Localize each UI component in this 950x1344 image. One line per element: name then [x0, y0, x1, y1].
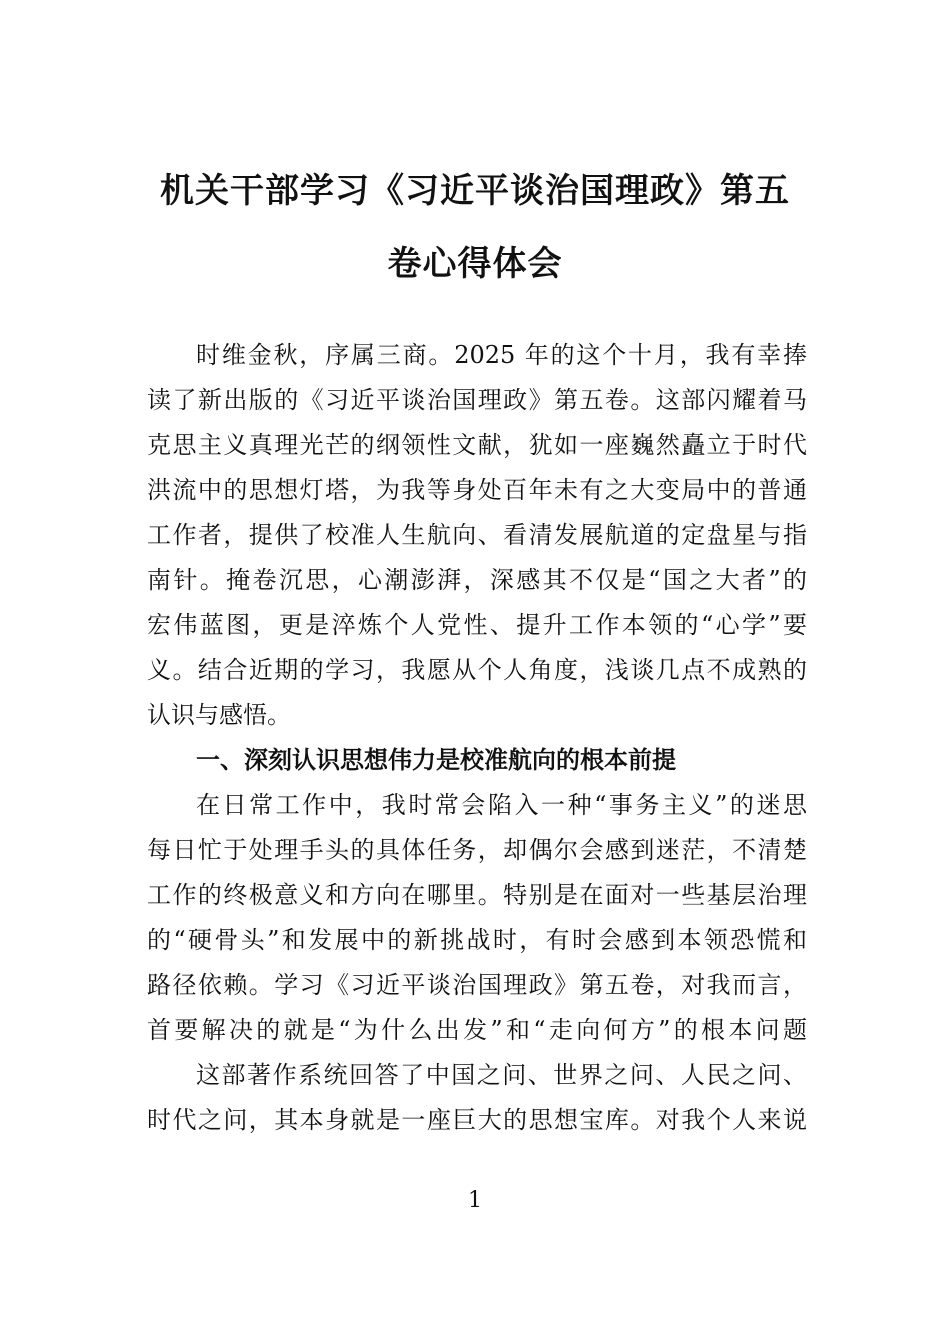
paragraph-line: 认识与感悟。: [147, 701, 291, 729]
paragraph-line: 这部著作系统回答了中国之问、世界之问、人民之问、: [196, 1061, 807, 1089]
document-title-line-1: 机关干部学习《习近平谈治国理政》第五: [160, 171, 790, 211]
paragraph-line: 工作者，提供了校准人生航向、看清发展航道的定盘星与指: [147, 521, 807, 549]
paragraph-line: 每日忙于处理手头的具体任务，却偶尔会感到迷茫，不清楚: [147, 836, 807, 864]
document-title-line-2: 卷心得体会: [387, 244, 563, 284]
paragraph-line: 读了新出版的《习近平谈治国理政》第五卷。这部闪耀着马: [147, 386, 807, 414]
paragraph-line: 工作的终极意义和方向在哪里。特别是在面对一些基层治理: [147, 881, 807, 909]
paragraph-line: 义。结合近期的学习，我愿从个人角度，浅谈几点不成熟的: [147, 656, 807, 684]
paragraph-line: 宏伟蓝图，更是淬炼个人党性、提升工作本领的“心学”要: [147, 611, 807, 639]
paragraph-line: 时维金秋，序属三商。2025 年的这个十月，我有幸捧: [196, 341, 807, 369]
page-number: 1: [468, 1188, 482, 1213]
paragraph-line: 的“硬骨头”和发展中的新挑战时，有时会感到本领恐慌和: [147, 926, 807, 954]
paragraph-line: 克思主义真理光芒的纲领性文献，犹如一座巍然矗立于时代: [147, 431, 807, 459]
paragraph-line: 洪流中的思想灯塔，为我等身处百年未有之大变局中的普通: [147, 476, 807, 504]
paragraph-line: 时代之问，其本身就是一座巨大的思想宝库。对我个人来说: [147, 1106, 807, 1134]
section-heading: 一、深刻认识思想伟力是校准航向的根本前提: [196, 746, 676, 774]
paragraph-line: 路径依赖。学习《习近平谈治国理政》第五卷，对我而言，: [147, 971, 807, 999]
paragraph-line: 在日常工作中，我时常会陷入一种“事务主义”的迷思: [196, 791, 807, 819]
paragraph-line: 首要解决的就是“为什么出发”和“走向何方”的根本问题: [147, 1016, 807, 1044]
paragraph-line: 南针。掩卷沉思，心潮澎湃，深感其不仅是“国之大者”的: [147, 566, 807, 594]
